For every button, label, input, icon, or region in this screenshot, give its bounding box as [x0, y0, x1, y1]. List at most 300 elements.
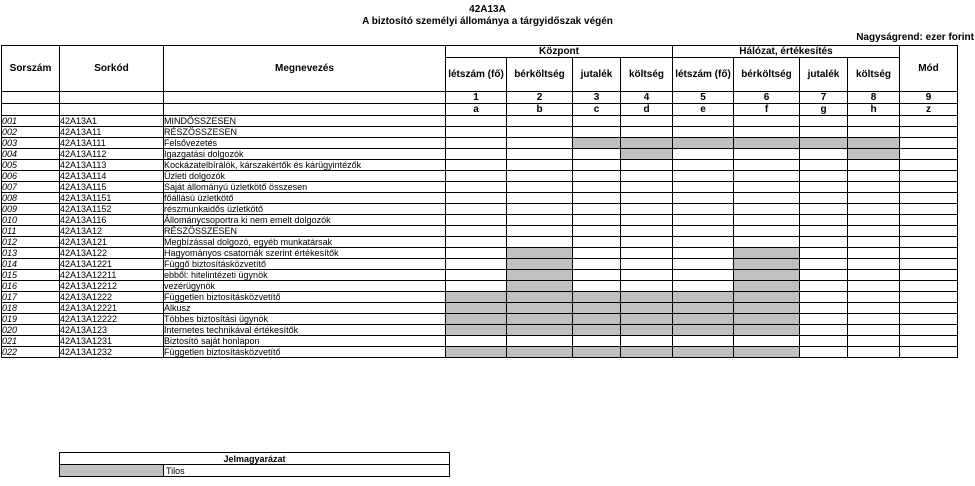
row-name: Saját állományú üzletkötő összesen	[164, 182, 446, 193]
data-cell[interactable]	[573, 259, 621, 270]
data-cell[interactable]	[900, 149, 958, 160]
data-cell[interactable]	[900, 248, 958, 259]
data-cell[interactable]	[621, 127, 673, 138]
data-cell[interactable]	[734, 116, 800, 127]
table-row	[2, 127, 958, 138]
data-cell	[573, 292, 621, 303]
row-name: RÉSZÖSSZESEN	[164, 226, 446, 237]
data-cell[interactable]	[848, 182, 900, 193]
data-cell[interactable]	[673, 215, 734, 226]
col-number: 1	[446, 92, 507, 104]
data-cell[interactable]	[621, 281, 673, 292]
data-cell[interactable]	[446, 193, 507, 204]
data-cell[interactable]	[800, 237, 848, 248]
data-cell[interactable]	[673, 171, 734, 182]
row-code: 42A13A11	[60, 127, 164, 138]
data-cell	[673, 292, 734, 303]
data-cell[interactable]	[848, 215, 900, 226]
data-cell	[734, 270, 800, 281]
data-cell	[734, 325, 800, 336]
data-cell[interactable]	[900, 204, 958, 215]
data-cell[interactable]	[900, 116, 958, 127]
data-cell[interactable]	[800, 160, 848, 171]
data-cell[interactable]	[673, 270, 734, 281]
legend-label: Tilos	[164, 465, 450, 477]
data-cell[interactable]	[900, 270, 958, 281]
col-letter: a	[446, 104, 507, 116]
data-cell[interactable]	[507, 193, 573, 204]
table-row	[2, 259, 958, 270]
table-row	[2, 314, 958, 325]
row-code: 42A13A112	[60, 149, 164, 160]
row-code: 42A13A1231	[60, 336, 164, 347]
row-name: Alkusz	[164, 303, 446, 314]
data-cell[interactable]	[621, 116, 673, 127]
data-cell[interactable]	[900, 292, 958, 303]
data-cell[interactable]	[800, 292, 848, 303]
row-name: főállású üzletkötő	[164, 193, 446, 204]
row-code: 42A13A1222	[60, 292, 164, 303]
data-cell[interactable]	[900, 259, 958, 270]
data-cell[interactable]	[573, 336, 621, 347]
row-name: Kockázatelbírálók, kárszakértők és kárügyintézők	[164, 160, 446, 171]
data-cell[interactable]	[800, 204, 848, 215]
row-number: 011	[2, 226, 60, 237]
row-number: 003	[2, 138, 60, 149]
data-cell[interactable]	[446, 160, 507, 171]
row-code: 42A13A123	[60, 325, 164, 336]
data-cell[interactable]	[621, 215, 673, 226]
data-cell[interactable]	[507, 215, 573, 226]
data-cell	[673, 347, 734, 358]
data-cell[interactable]	[673, 336, 734, 347]
data-cell[interactable]	[734, 204, 800, 215]
data-cell[interactable]	[673, 259, 734, 270]
data-cell[interactable]	[446, 138, 507, 149]
row-name: Megbízással dolgozó, egyéb munkatársak	[164, 237, 446, 248]
row-number: 006	[2, 171, 60, 182]
data-cell	[507, 259, 573, 270]
data-cell[interactable]	[900, 127, 958, 138]
row-number: 010	[2, 215, 60, 226]
data-cell[interactable]	[673, 193, 734, 204]
data-cell[interactable]	[900, 281, 958, 292]
data-cell[interactable]	[446, 270, 507, 281]
row-code: 42A13A12	[60, 226, 164, 237]
col-number: 6	[734, 92, 800, 104]
data-cell[interactable]	[900, 215, 958, 226]
data-cell[interactable]	[800, 182, 848, 193]
data-cell[interactable]	[800, 336, 848, 347]
data-cell[interactable]	[446, 248, 507, 259]
data-cell[interactable]	[446, 215, 507, 226]
data-cell[interactable]	[621, 270, 673, 281]
data-cell[interactable]	[900, 226, 958, 237]
data-cell[interactable]	[734, 336, 800, 347]
data-cell[interactable]	[900, 336, 958, 347]
data-cell	[734, 248, 800, 259]
data-cell[interactable]	[800, 248, 848, 259]
group-header-kozpont: Központ	[446, 46, 673, 58]
col-number: 7	[800, 92, 848, 104]
data-cell[interactable]	[573, 248, 621, 259]
data-cell[interactable]	[446, 281, 507, 292]
row-code: 42A13A122	[60, 248, 164, 259]
data-cell[interactable]	[507, 138, 573, 149]
row-number: 013	[2, 248, 60, 259]
data-cell	[446, 325, 507, 336]
data-cell[interactable]	[573, 270, 621, 281]
data-cell	[507, 292, 573, 303]
data-cell[interactable]	[848, 303, 900, 314]
data-cell	[673, 303, 734, 314]
table-row	[2, 182, 958, 193]
row-code: 42A13A1232	[60, 347, 164, 358]
data-cell	[573, 138, 621, 149]
table-row	[2, 193, 958, 204]
data-cell[interactable]	[848, 116, 900, 127]
data-cell[interactable]	[446, 259, 507, 270]
data-cell[interactable]	[621, 160, 673, 171]
data-cell	[507, 303, 573, 314]
col-number: 5	[673, 92, 734, 104]
data-cell	[621, 138, 673, 149]
data-cell[interactable]	[734, 149, 800, 160]
table-row	[2, 281, 958, 292]
row-name: vezérügynök	[164, 281, 446, 292]
data-cell[interactable]	[848, 127, 900, 138]
data-cell[interactable]	[848, 270, 900, 281]
data-cell	[621, 314, 673, 325]
data-cell[interactable]	[734, 226, 800, 237]
data-cell[interactable]	[900, 347, 958, 358]
data-cell	[621, 325, 673, 336]
data-cell[interactable]	[573, 160, 621, 171]
data-cell[interactable]	[446, 182, 507, 193]
data-cell[interactable]	[573, 127, 621, 138]
data-cell[interactable]	[673, 149, 734, 160]
data-cell[interactable]	[621, 204, 673, 215]
data-cell[interactable]	[848, 259, 900, 270]
data-cell[interactable]	[621, 336, 673, 347]
row-code: 42A13A12211	[60, 270, 164, 281]
row-name: Független biztosításközvetítő	[164, 292, 446, 303]
data-cell[interactable]	[800, 259, 848, 270]
data-cell[interactable]	[621, 248, 673, 259]
row-code: 42A13A111	[60, 138, 164, 149]
data-cell[interactable]	[446, 204, 507, 215]
row-name: Felsővezetés	[164, 138, 446, 149]
row-number: 002	[2, 127, 60, 138]
data-cell[interactable]	[621, 226, 673, 237]
data-cell[interactable]	[621, 237, 673, 248]
data-cell[interactable]	[507, 149, 573, 160]
data-cell[interactable]	[848, 281, 900, 292]
empty-header-cell	[164, 104, 446, 116]
data-cell[interactable]	[734, 160, 800, 171]
col-header-megnevezes: Megnevezés	[164, 46, 446, 92]
data-cell[interactable]	[507, 336, 573, 347]
row-code: 42A13A113	[60, 160, 164, 171]
data-cell[interactable]	[673, 237, 734, 248]
col-header-sub: költség	[621, 58, 673, 92]
data-cell[interactable]	[734, 171, 800, 182]
data-cell[interactable]	[673, 226, 734, 237]
col-header-sub: költség	[848, 58, 900, 92]
row-number: 020	[2, 325, 60, 336]
table-row	[2, 292, 958, 303]
table-row	[2, 138, 958, 149]
data-cell[interactable]	[446, 149, 507, 160]
data-cell[interactable]	[900, 193, 958, 204]
data-cell[interactable]	[621, 171, 673, 182]
data-cell[interactable]	[507, 237, 573, 248]
table-row	[2, 336, 958, 347]
data-cell[interactable]	[900, 325, 958, 336]
empty-header-cell	[60, 92, 164, 104]
col-header-sub: létszám (fő)	[673, 58, 734, 92]
data-cell	[673, 314, 734, 325]
data-cell[interactable]	[734, 215, 800, 226]
row-code: 42A13A121	[60, 237, 164, 248]
table-row	[2, 226, 958, 237]
row-code: 42A13A1221	[60, 259, 164, 270]
empty-header-cell	[60, 104, 164, 116]
data-cell[interactable]	[734, 182, 800, 193]
data-cell	[800, 138, 848, 149]
row-number: 018	[2, 303, 60, 314]
col-header-sub: létszám (fő)	[446, 58, 507, 92]
data-cell[interactable]	[734, 127, 800, 138]
row-name: Függő biztosításközvetítő	[164, 259, 446, 270]
legend	[59, 452, 450, 477]
data-cell[interactable]	[800, 171, 848, 182]
data-cell[interactable]	[673, 127, 734, 138]
data-cell[interactable]	[673, 204, 734, 215]
data-cell[interactable]	[573, 215, 621, 226]
data-cell[interactable]	[848, 347, 900, 358]
col-number: 3	[573, 92, 621, 104]
data-cell[interactable]	[573, 193, 621, 204]
data-cell[interactable]	[446, 116, 507, 127]
data-cell[interactable]	[800, 270, 848, 281]
data-cell	[734, 347, 800, 358]
data-cell[interactable]	[800, 193, 848, 204]
data-cell[interactable]	[446, 336, 507, 347]
data-cell[interactable]	[800, 281, 848, 292]
form-title: A biztosító személyi állománya a tárgyidőszak végén	[362, 16, 613, 27]
col-number: 4	[621, 92, 673, 104]
data-cell	[848, 149, 900, 160]
data-cell[interactable]	[800, 303, 848, 314]
data-cell[interactable]	[446, 237, 507, 248]
data-cell[interactable]	[848, 171, 900, 182]
data-cell[interactable]	[800, 149, 848, 160]
data-cell	[573, 314, 621, 325]
data-cell[interactable]	[573, 116, 621, 127]
data-cell[interactable]	[673, 248, 734, 259]
col-number: 9	[900, 92, 958, 104]
data-cell[interactable]	[446, 127, 507, 138]
data-cell[interactable]	[507, 204, 573, 215]
data-cell[interactable]	[800, 127, 848, 138]
data-cell[interactable]	[800, 215, 848, 226]
row-name: Állománycsoportra ki nem emelt dolgozók	[164, 215, 446, 226]
data-cell[interactable]	[848, 314, 900, 325]
data-cell	[573, 325, 621, 336]
data-cell	[446, 303, 507, 314]
col-header-sub: jutalék	[800, 58, 848, 92]
data-cell[interactable]	[848, 336, 900, 347]
data-cell	[734, 259, 800, 270]
row-code: 42A13A12212	[60, 281, 164, 292]
col-letter: c	[573, 104, 621, 116]
data-cell[interactable]	[573, 182, 621, 193]
row-number: 007	[2, 182, 60, 193]
table-row	[2, 303, 958, 314]
data-cell	[734, 281, 800, 292]
data-cell	[673, 325, 734, 336]
row-name: MINDÖSSZESEN	[164, 116, 446, 127]
data-cell[interactable]	[848, 325, 900, 336]
data-cell[interactable]	[673, 182, 734, 193]
data-cell[interactable]	[848, 248, 900, 259]
row-number: 014	[2, 259, 60, 270]
data-cell[interactable]	[800, 116, 848, 127]
data-cell[interactable]	[848, 160, 900, 171]
col-header-sub: bérköltség	[734, 58, 800, 92]
col-letter: f	[734, 104, 800, 116]
data-cell[interactable]	[900, 171, 958, 182]
data-cell[interactable]	[900, 138, 958, 149]
data-cell[interactable]	[848, 193, 900, 204]
data-cell[interactable]	[900, 160, 958, 171]
data-cell	[734, 138, 800, 149]
row-number: 012	[2, 237, 60, 248]
data-cell[interactable]	[621, 259, 673, 270]
data-cell[interactable]	[673, 281, 734, 292]
col-header-sub: bérköltség	[507, 58, 573, 92]
data-cell[interactable]	[446, 171, 507, 182]
row-number: 004	[2, 149, 60, 160]
col-letter: d	[621, 104, 673, 116]
data-cell[interactable]	[621, 193, 673, 204]
data-cell	[507, 248, 573, 259]
row-number: 001	[2, 116, 60, 127]
row-number: 021	[2, 336, 60, 347]
row-number: 016	[2, 281, 60, 292]
data-cell[interactable]	[848, 237, 900, 248]
table-row	[2, 325, 958, 336]
col-letter: z	[900, 104, 958, 116]
table-row	[2, 215, 958, 226]
row-number: 009	[2, 204, 60, 215]
col-letter: g	[800, 104, 848, 116]
data-table	[1, 45, 958, 358]
data-cell[interactable]	[621, 182, 673, 193]
row-number: 005	[2, 160, 60, 171]
data-cell[interactable]	[734, 193, 800, 204]
data-cell[interactable]	[900, 182, 958, 193]
data-cell	[573, 347, 621, 358]
data-cell[interactable]	[848, 292, 900, 303]
legend-title: Jelmagyarázat	[60, 453, 450, 465]
data-cell	[621, 303, 673, 314]
form-code: 42A13A	[469, 4, 506, 15]
data-cell	[734, 292, 800, 303]
data-cell[interactable]	[507, 182, 573, 193]
data-cell[interactable]	[573, 226, 621, 237]
data-cell[interactable]	[446, 226, 507, 237]
empty-header-cell	[2, 92, 60, 104]
data-cell[interactable]	[900, 303, 958, 314]
data-cell[interactable]	[573, 237, 621, 248]
data-cell[interactable]	[673, 160, 734, 171]
row-number: 019	[2, 314, 60, 325]
data-cell[interactable]	[848, 204, 900, 215]
data-cell[interactable]	[848, 226, 900, 237]
table-row	[2, 237, 958, 248]
row-name: Igazgatási dolgozók	[164, 149, 446, 160]
col-letter: h	[848, 104, 900, 116]
data-cell	[507, 270, 573, 281]
empty-header-cell	[164, 92, 446, 104]
data-cell	[507, 314, 573, 325]
row-name: Biztosító saját honlapon	[164, 336, 446, 347]
data-cell	[573, 303, 621, 314]
data-cell	[507, 347, 573, 358]
data-cell[interactable]	[573, 171, 621, 182]
row-name: RÉSZÖSSZESEN	[164, 127, 446, 138]
row-name: Üzleti dolgozók	[164, 171, 446, 182]
data-cell[interactable]	[507, 116, 573, 127]
data-cell[interactable]	[734, 237, 800, 248]
data-cell[interactable]	[800, 314, 848, 325]
data-cell[interactable]	[507, 226, 573, 237]
row-name: ebből: hitelintézeti ügynök	[164, 270, 446, 281]
data-cell[interactable]	[800, 226, 848, 237]
row-name: Internetes technikával értékesítők	[164, 325, 446, 336]
row-code: 42A13A12222	[60, 314, 164, 325]
col-letter: e	[673, 104, 734, 116]
data-cell[interactable]	[800, 347, 848, 358]
table-row	[2, 347, 958, 358]
row-code: 42A13A116	[60, 215, 164, 226]
row-code: 42A13A1151	[60, 193, 164, 204]
data-cell[interactable]	[573, 149, 621, 160]
data-cell[interactable]	[507, 160, 573, 171]
empty-header-cell	[2, 104, 60, 116]
row-number: 017	[2, 292, 60, 303]
data-cell[interactable]	[507, 171, 573, 182]
data-cell	[621, 149, 673, 160]
data-cell	[734, 314, 800, 325]
data-cell[interactable]	[573, 204, 621, 215]
data-cell[interactable]	[800, 325, 848, 336]
data-cell	[446, 292, 507, 303]
row-number: 022	[2, 347, 60, 358]
table-row	[2, 116, 958, 127]
data-cell[interactable]	[673, 116, 734, 127]
col-header-sub: jutalék	[573, 58, 621, 92]
data-cell[interactable]	[900, 314, 958, 325]
data-cell	[507, 281, 573, 292]
col-number: 8	[848, 92, 900, 104]
data-cell[interactable]	[507, 127, 573, 138]
row-number: 015	[2, 270, 60, 281]
data-cell[interactable]	[573, 281, 621, 292]
data-cell[interactable]	[900, 237, 958, 248]
